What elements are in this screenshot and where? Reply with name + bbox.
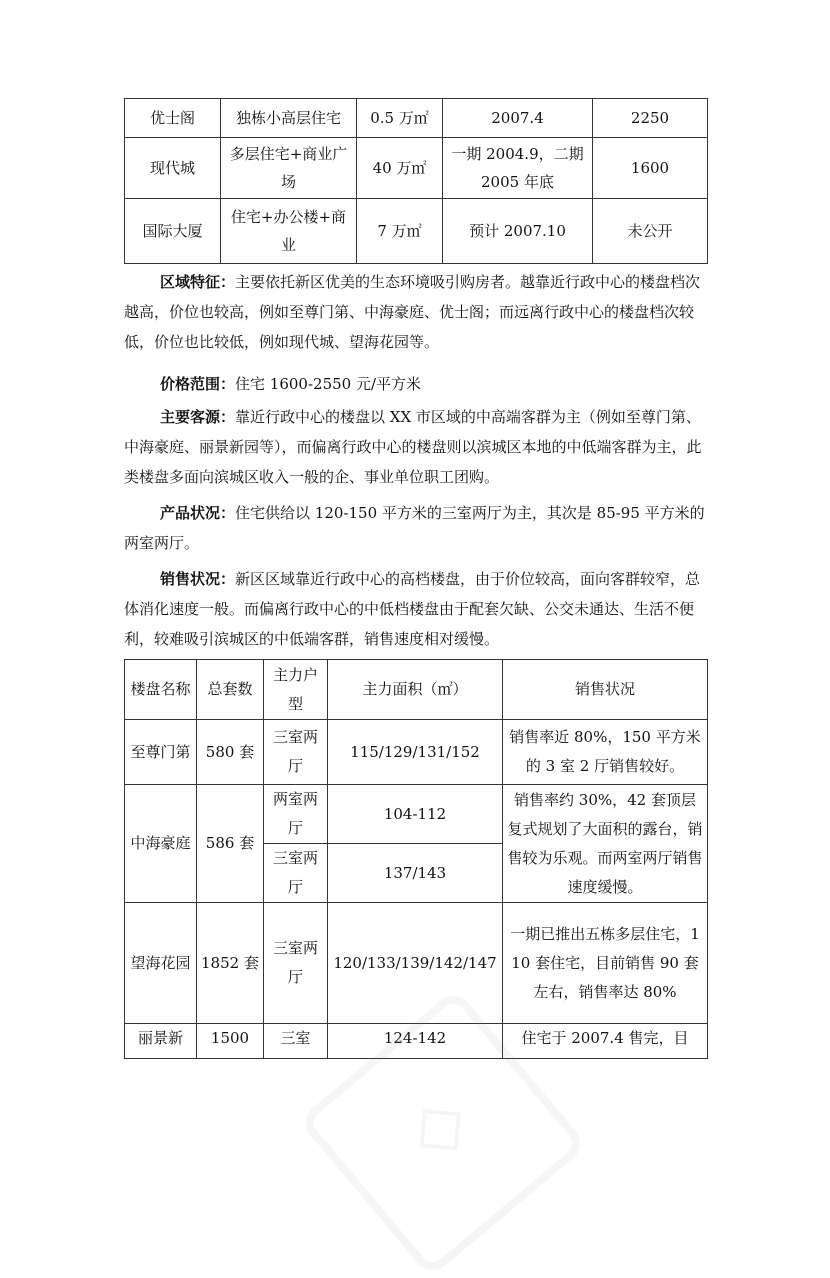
sales-status: 销售率约 30%，42 套顶层复式规划了大面积的露台，销售较为乐观。而两室两厅销售速度缓慢。 <box>503 785 708 903</box>
main-area: 104-112 <box>328 785 503 844</box>
sales-status: 一期已推出五栋多层住宅，110 套住宅，目前销售 90 套左右，销售率达 80% <box>503 903 708 1024</box>
table-row <box>125 138 708 199</box>
sales-label: 销售状况： <box>160 570 236 588</box>
customers-paragraph <box>124 402 707 492</box>
project-name: 优士阁 <box>125 99 221 138</box>
project-date: 2007.4 <box>443 99 593 138</box>
project-type: 独栋小高层住宅 <box>221 99 357 138</box>
customers-label: 主要客源： <box>160 408 236 426</box>
project-type: 住宅+办公楼+商业 <box>221 199 357 264</box>
price-label: 价格范围： <box>160 375 236 393</box>
main-layout: 三室两厅 <box>264 720 328 785</box>
project-area: 0.5 万㎡ <box>357 99 443 138</box>
table-row <box>125 99 708 138</box>
project-name: 至尊门第 <box>125 720 197 785</box>
project-date: 一期 2004.9，二期 2005 年底 <box>443 138 593 199</box>
region-paragraph <box>124 267 707 357</box>
project-price: 1600 <box>593 138 708 199</box>
sales-status: 销售率近 80%，150 平方米的 3 室 2 厅销售较好。 <box>503 720 708 785</box>
project-date: 预计 2007.10 <box>443 199 593 264</box>
project-type: 多层住宅+商业广场 <box>221 138 357 199</box>
header-status: 销售状况 <box>503 660 708 720</box>
region-text: 主要依托新区优美的生态环境吸引购房者。越靠近行政中心的楼盘档次越高，价位也较高，例如至尊门第、中海豪庭、优士阁；而远离行政中心的楼盘档次较低，价位也比较低，例如现代城、望海花园等。 <box>124 273 701 351</box>
project-area: 40 万㎡ <box>357 138 443 199</box>
header-total: 总套数 <box>197 660 264 720</box>
watermark-stamp-icon: ◇ <box>298 988 588 1278</box>
price-paragraph <box>124 369 707 399</box>
table-row <box>125 199 708 264</box>
region-label: 区域特征： <box>160 273 236 291</box>
project-price: 2250 <box>593 99 708 138</box>
main-layout: 三室两厅 <box>264 844 328 903</box>
table-row <box>125 785 708 844</box>
main-area: 120/133/139/142/147 <box>328 903 503 1024</box>
project-name: 现代城 <box>125 138 221 199</box>
main-area: 137/143 <box>328 844 503 903</box>
sales-paragraph <box>124 564 707 654</box>
main-area: 115/129/131/152 <box>328 720 503 785</box>
project-price: 未公开 <box>593 199 708 264</box>
sales-table <box>124 659 708 1059</box>
main-layout: 三室两厅 <box>264 903 328 1024</box>
total-units: 580 套 <box>197 720 264 785</box>
header-layout: 主力户型 <box>264 660 328 720</box>
main-layout: 三室 <box>264 1024 328 1059</box>
main-area: 124-142 <box>328 1024 503 1059</box>
table-row <box>125 903 708 1024</box>
customers-text: 靠近行政中心的楼盘以 XX 市区域的中高端客群为主（例如至尊门第、中海豪庭、丽景新园等），而偏离行政中心的楼盘则以滨城区本地的中低端客群为主，此类楼盘多面向滨城区收入一般的企、事业单位职工团购。 <box>124 408 702 486</box>
sales-status: 住宅于 2007.4 售完，目 <box>503 1024 708 1059</box>
product-label: 产品状况： <box>160 504 236 522</box>
price-text: 住宅 1600-2550 元/平方米 <box>235 375 422 393</box>
main-layout: 两室两厅 <box>264 785 328 844</box>
total-units: 1852 套 <box>197 903 264 1024</box>
product-text: 住宅供给以 120-150 平方米的三室两厅为主，其次是 85-95 平方米的两室两厅。 <box>124 504 705 552</box>
table-row <box>125 720 708 785</box>
project-name: 国际大厦 <box>125 199 221 264</box>
project-area: 7 万㎡ <box>357 199 443 264</box>
header-area: 主力面积（㎡） <box>328 660 503 720</box>
total-units: 1500 <box>197 1024 264 1059</box>
project-name: 望海花园 <box>125 903 197 1024</box>
product-paragraph <box>124 498 707 558</box>
header-name: 楼盘名称 <box>125 660 197 720</box>
table-header-row <box>125 660 708 720</box>
sales-text: 新区区域靠近行政中心的高档楼盘，由于价位较高，面向客群较窄，总体消化速度一般。而偏离行政中心的中低档楼盘由于配套欠缺、公交未通达、生活不便利，较难吸引滨城区的中低端客群，销售速度相对缓慢。 <box>124 570 701 648</box>
project-name: 中海豪庭 <box>125 785 197 903</box>
total-units: 586 套 <box>197 785 264 903</box>
projects-table <box>124 98 708 264</box>
project-name: 丽景新 <box>125 1024 197 1059</box>
